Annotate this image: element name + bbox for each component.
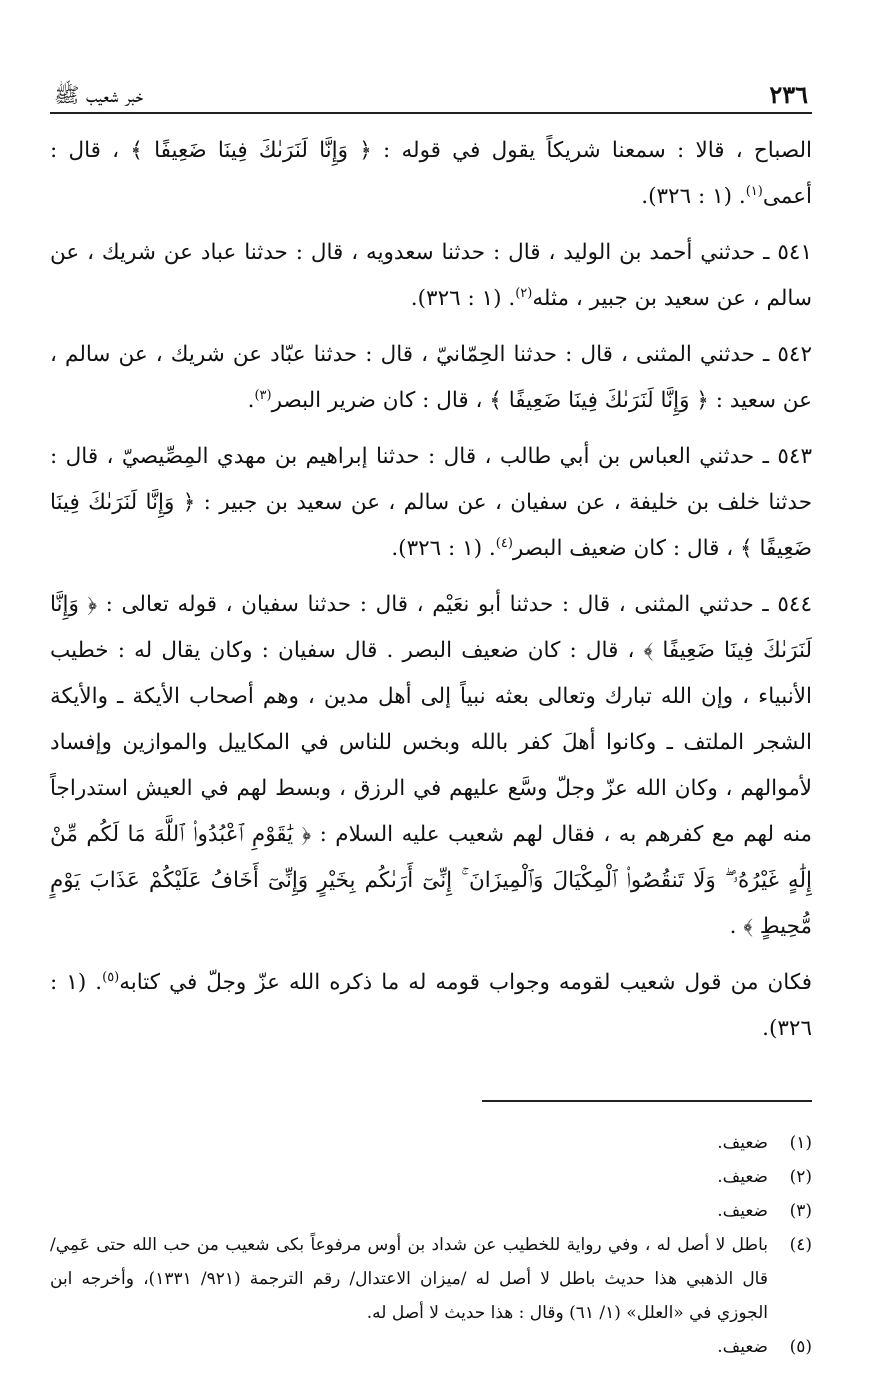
hadith-543 [50,434,812,572]
paragraph-text: ٥٤٣ ـ حدثني العباس بن أبي طالب ، قال : حدثنا إبراهيم بن مهدي المِصِّيصيّ ، قال : حدثنا خلف بن خليفة ، عن سفيان ، عن سالم ، عن سعيد بن جبير : ﴿ وَإِنَّا لَنَرَىٰكَ فِينَا ضَعِيفًا ﴾ ، قال : كان ضعيف البصر [50,444,812,561]
footnote-number: (٢) [789,1167,812,1187]
closing-paragraph [50,960,812,1052]
paragraph-tail: . (١ : ٣٢٦). [50,970,812,1041]
footnote-text: ضعيف. [717,1337,768,1357]
paragraph-text: ٥٤٤ ـ حدثني المثنى ، قال : حدثنا أبو نعَيْم ، قال : حدثنا سفيان ، قوله تعالى : ﴿ وَإِنَّا لَنَرَىٰكَ فِينَا ضَعِيفًا ﴾ ، قال : كان ضعيف البصر . قال سفيان : وكان يقال له : خطيب الأنبياء ، وإن الله تبارك وتعالى بعثه نبياً إلى أهل مدين ، وهم أصحاب الأيكة ـ والأيكة الشجر الملتف ـ وكانوا أهلَ كفر بالله وبخس للناس في المكاييل والموازين وإفساد لأموالهم ، وكان الله عزّ وجلّ وسَّع عليهم في الرزق ، وبسط لهم في العيش استدراجاً منه لهم مع كفرهم به ، فقال لهم شعيب عليه السلام : ﴿ يَٰقَوْمِ ٱعْبُدُوا۟ ٱللَّهَ مَا لَكُم مِّنْ إِلَٰهٍ غَيْرُهُۥ ۖ وَلَا تَنقُصُوا۟ ٱلْمِكْيَالَ وَٱلْمِيزَانَ ۚ إِنِّىٓ أَرَىٰكُم بِخَيْرٍ وَإِنِّىٓ أَخَافُ عَلَيْكُمْ عَذَابَ يَوْمٍ مُّحِيطٍ ﴾ . [50,592,812,939]
hadith-544 [50,582,812,950]
footnote-item [50,1330,812,1364]
paragraph-tail: . (١ : ٣٢٦). [410,286,516,311]
footnote-item [50,1228,812,1330]
footnote-number: (١) [789,1133,812,1153]
footnote-text: ضعيف. [717,1133,768,1153]
paragraph-text: ٥٤١ ـ حدثني أحمد بن الوليد ، قال : حدثنا سعدويه ، قال : حدثنا عباد عن شريك ، عن سالم ، عن سعيد بن جبير ، مثله [50,240,812,311]
footnote-number: (٣) [789,1201,812,1221]
hadith-541 [50,230,812,322]
running-header [50,78,812,114]
footnote-reference: (٢) [515,285,533,301]
footnote-text: ضعيف. [717,1167,768,1187]
paragraph-continuation [50,128,812,220]
paragraph-tail: . (١ : ٣٢٦). [641,184,746,209]
footnote-text: باطل لا أصل له ، وفي رواية للخطيب عن شداد بن أوس مرفوعاً بكى شعيب من حب الله حتى عَمِي/ قال الذهبي هذا حديث باطل لا أصل له /ميزان الاعتدال/ رقم الترجمة (٩٢١/ ١٣٣١)، وأخرجه ابن الجوزي في «العلل» (١/ ٦١) وقال : هذا حديث لا أصل له. [50,1235,768,1323]
page-number: ٢٣٦ [769,80,808,109]
footnote-item [50,1126,812,1160]
paragraph-text: فكان من قول شعيب لقومه وجواب قومه له ما ذكره الله عزّ وجلّ في كتابه [119,970,812,995]
footnote-text: ضعيف. [717,1201,768,1221]
footnote-divider [482,1100,812,1102]
footnote-item [50,1194,812,1228]
paragraph-text: ٥٤٢ ـ حدثني المثنى ، قال : حدثنا الحِمّانيّ ، قال : حدثنا عبّاد عن شريك ، عن سالم ، عن سعيد : ﴿ وَإِنَّا لَنَرَىٰكَ فِينَا ضَعِيفًا ﴾ ، قال : كان ضرير البصر [50,342,812,413]
footnotes [50,1126,812,1364]
footnote-reference: (٥) [102,969,120,985]
paragraph-tail: . [247,388,255,413]
footnote-item [50,1160,812,1194]
main-text [50,128,812,1052]
footnote-reference: (٣) [254,387,272,403]
footnote-reference: (١) [745,183,763,199]
footnote-number: (٥) [789,1337,812,1357]
hadith-542 [50,332,812,424]
footnote-reference: (٤) [495,535,513,551]
paragraph-text: الصباح ، قالا : سمعنا شريكاً يقول في قوله : ﴿ وَإِنَّا لَنَرَىٰكَ فِينَا ضَعِيفًا ﴾ ، قال : أعمى [50,138,812,209]
book-page [50,78,812,1364]
running-title: خبر شعيب ﷺ [54,83,144,107]
paragraph-tail: . (١ : ٣٢٦). [391,536,496,561]
footnote-number: (٤) [789,1235,812,1255]
